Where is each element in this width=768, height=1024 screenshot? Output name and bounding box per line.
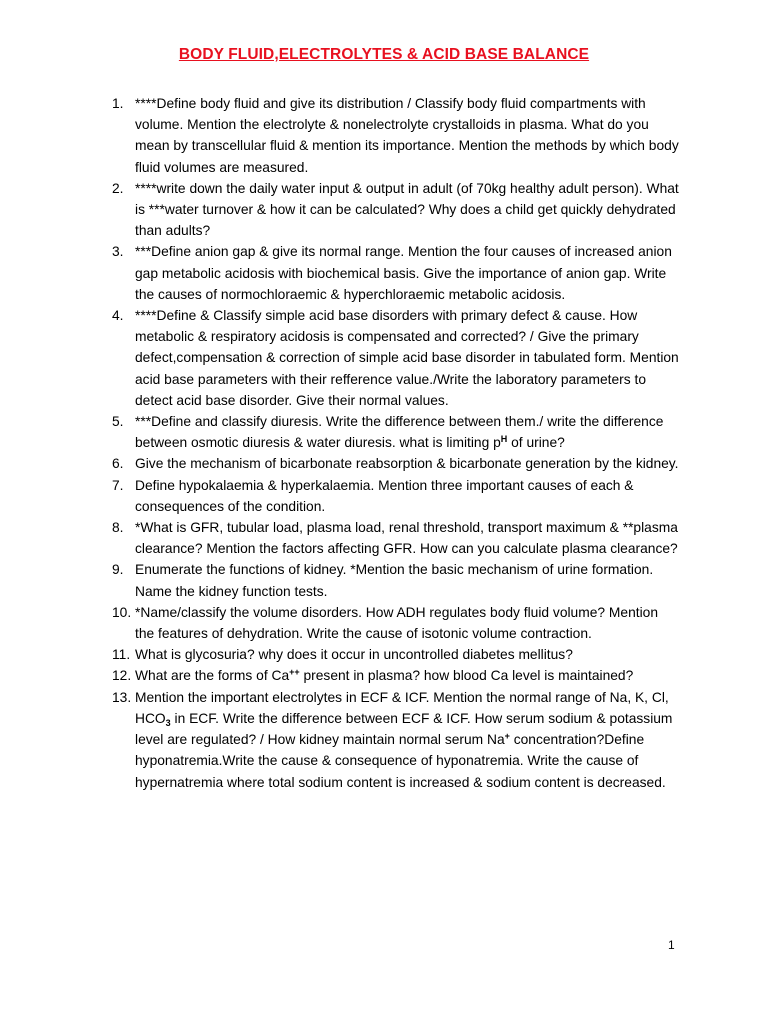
question-text-part: concentration?Define hyponatremia.Write the cause & consequence of hyponatremia. Write the cause of hypernatremia where total sodium content is increased & sodium content is decreased.: [135, 732, 666, 790]
question-text-part: present in plasma? how blood Ca level is maintained?: [299, 668, 634, 684]
question-text: [135, 414, 663, 450]
question-item: [0, 559, 680, 601]
question-list: [0, 93, 768, 793]
question-text-part: in ECF. Write the difference between ECF & ICF. How serum sodium & potassium level are regulated? / How kidney maintain normal serum Na: [135, 710, 673, 748]
question-number: 12.: [112, 668, 132, 684]
question-text: *Name/classify the volume disorders. How ADH regulates body fluid volume? Mention the features of dehydration. Write the cause of isotonic volume contraction.: [135, 604, 658, 642]
question-number: 5.: [112, 414, 124, 430]
question-number: 8.: [112, 520, 124, 536]
question-item: [0, 644, 680, 665]
question-text-part: What are the forms of Ca: [135, 668, 290, 684]
question-text: ****Define & Classify simple acid base disorders with primary defect & cause. How metabolic & respiratory acidosis is compensated and corrected? / Give the primary defect,compensation & correction of simple acid base disorder in tabulated form. Mention acid base parameters with their refference value./Write the laboratory parameters to detect acid base disorder. Give their normal values.: [135, 308, 679, 408]
question-text: Define hypokalaemia & hyperkalaemia. Mention three important causes of each & consequences of the condition.: [135, 477, 634, 514]
question-item: [0, 93, 680, 178]
question-number: 4.: [112, 308, 124, 324]
question-number: 13.: [112, 689, 132, 705]
document-title: BODY FLUID,ELECTROLYTES & ACID BASE BALANCE: [178, 46, 590, 63]
superscript: ++: [289, 667, 300, 678]
question-text: ****write down the daily water input & output in adult (of 70kg healthy adult person). What is ***water turnover & how it can be calculated? Why does a child get quickly dehydrated than adults?: [135, 180, 679, 239]
question-item: [0, 517, 680, 559]
question-item: [0, 411, 680, 453]
question-number: 11.: [112, 647, 131, 663]
question-number: 2.: [112, 180, 124, 196]
question-item: [0, 687, 680, 793]
question-number: 7.: [112, 477, 124, 493]
question-text: Give the mechanism of bicarbonate reabsorption & bicarbonate generation by the kidney.: [135, 456, 679, 472]
question-item: [0, 241, 680, 305]
question-text: ***Define anion gap & give its normal range. Mention the four causes of increased anion gap metabolic acidosis with biochemical basis. Give the importance of anion gap. Write the causes of normochloraemic & hyperchloraemic metabolic acidosis.: [135, 244, 672, 302]
question-text: *What is GFR, tubular load, plasma load, renal threshold, transport maximum & **plasma clearance? Mention the factors affecting GFR. How can you calculate plasma clearance?: [135, 520, 678, 557]
superscript: +: [504, 731, 510, 742]
question-text: What is glycosuria? why does it occur in uncontrolled diabetes mellitus?: [135, 647, 573, 663]
question-item: [0, 602, 680, 644]
question-number: 1.: [112, 96, 124, 111]
question-number: 6.: [112, 456, 124, 472]
question-item: [0, 178, 680, 242]
question-number: 10.: [112, 604, 132, 620]
question-text: [135, 690, 672, 790]
subscript: 3: [165, 717, 171, 728]
page-number: 1: [668, 938, 675, 952]
question-item: [0, 453, 680, 474]
question-text: ****Define body fluid and give its distribution / Classify body fluid compartments with volume. Mention the electrolyte & nonelectrolyte crystalloids in plasma. What do you mean by transcellular fluid & mention its importance. Mention the methods by which body fluid volumes are measured.: [135, 96, 679, 175]
question-text: [135, 668, 633, 683]
question-item: [0, 475, 680, 517]
question-text-part: of urine?: [507, 435, 565, 451]
question-text-part: ***Define and classify diuresis. Write the difference between them./ write the difference between osmotic diuresis & water diuresis. what is limiting p: [135, 414, 664, 451]
question-text: Enumerate the functions of kidney. *Mention the basic mechanism of urine formation. Name the kidney function tests.: [135, 562, 654, 599]
superscript: H: [500, 434, 508, 445]
question-number: 9.: [112, 562, 124, 578]
question-text-part: Mention the important electrolytes in ECF & ICF. Mention the normal range of Na, K, Cl, HCO: [135, 689, 669, 726]
question-item: [0, 665, 680, 686]
question-item: [0, 305, 680, 411]
question-number: 3.: [112, 244, 124, 260]
